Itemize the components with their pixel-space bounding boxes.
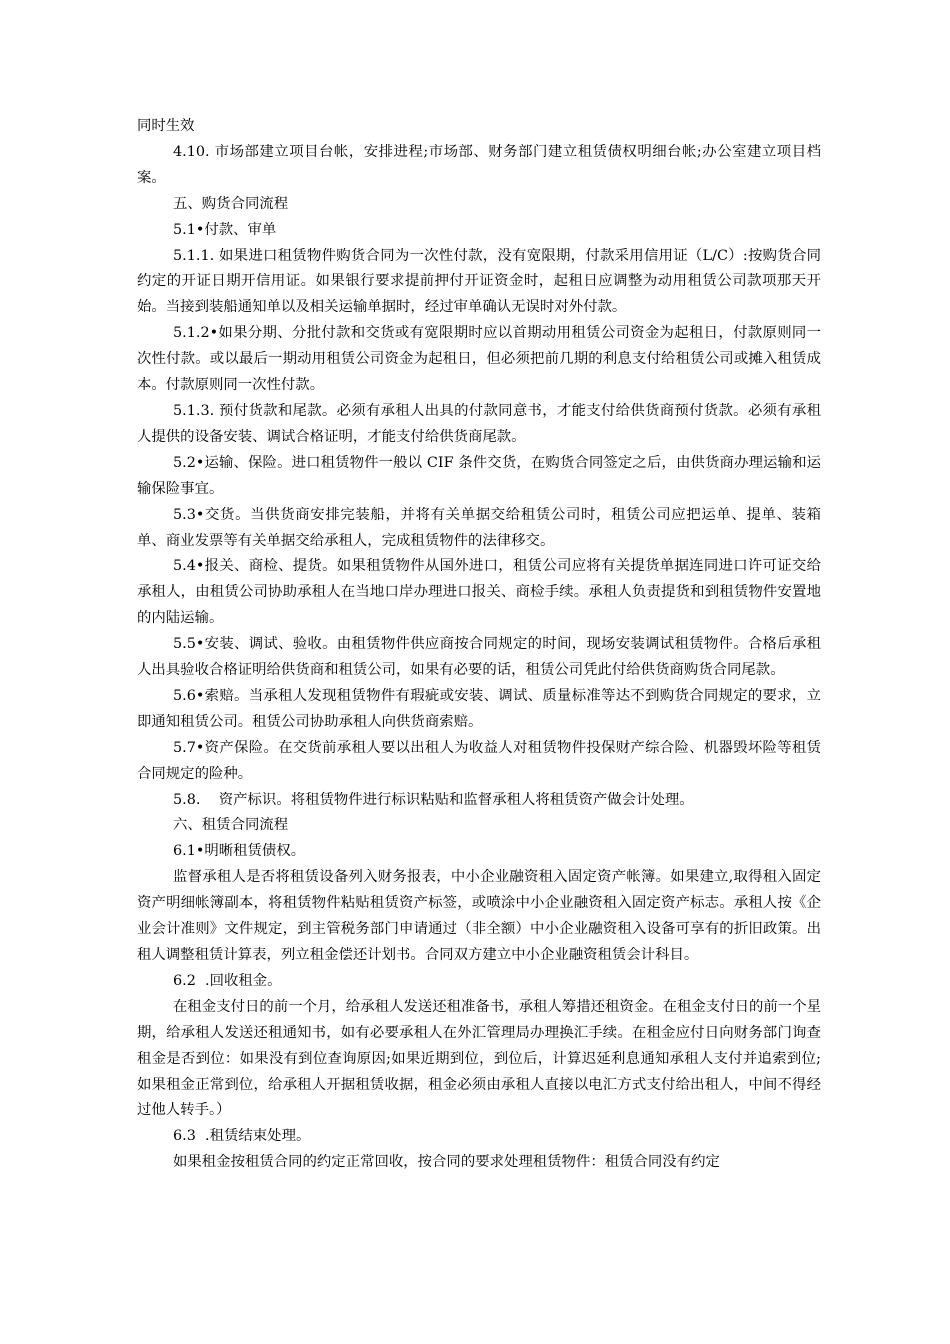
paragraph-5-2: 5.2•运输、保险。进口租赁物件一般以 CIF 条件交货，在购货合同签定之后，由供货商办理运输和运输保险事宜。: [137, 454, 821, 497]
paragraph-5-1-3: 5.1.3. 预付货款和尾款。必须有承租人出具的付款同意书，才能支付给供货商预付货款。必须有承租人提供的设备安装、调试合格证明，才能支付给供货商尾款。: [137, 402, 821, 445]
paragraph-5-1-1: 5.1.1. 如果进口租赁物件购货合同为一次性付款，没有宽限期，付款采用信用证（L/C）:按购货合同约定的开证日期开信用证。如果银行要求提前押付开证资金时，起租日应调整为动用租赁公司款项那天开始。当接到装船通知单以及相关运输单据时，经过审单确认无误时对外付款。: [137, 247, 821, 316]
paragraph-6-3-body: 如果租金按租赁合同的约定正常回收，按合同的要求处理租赁物件：租赁合同没有约定: [173, 1154, 720, 1171]
paragraph-5-7: 5.7•资产保险。在交货前承租人要以出租人为收益人对租赁物件投保财产综合险、机器毁坏险等租赁合同规定的险种。: [137, 739, 821, 782]
subheading-6-1: 6.1•明晰租赁债权。: [173, 843, 306, 860]
paragraph-6-1-body: 监督承租人是否将租赁设备列入财务报表，中小企业融资租入固定资产帐簿。如果建立,取得租入固定资产明细帐簿副本，将租赁物件粘贴租赁资产标签，或喷涂中小企业融资租入固定资产标志。承租人按《企业会计准则》文件规定，到主管税务部门申请通过（非全额）中小企业融资租入设备可享有的折旧政策。出租人调整租赁计算表，列立租金偿还计划书。合同双方建立中小企业融资租赁会计科目。: [137, 869, 821, 963]
paragraph-5-4: 5.4•报关、商检、提货。如果租赁物件从国外进口，租赁公司应将有关提货单据连同进口许可证交给承租人，由租赁公司协助承租人在当地口岸办理进口报关、商检手续。承租人负责提货和到租赁物件安置地的内陆运输。: [137, 558, 821, 627]
document-page: [137, 114, 821, 1176]
subheading-5-1: 5.1•付款、审单: [173, 221, 277, 238]
paragraph-5-5: 5.5•安装、调试、验收。由租赁物件供应商按合同规定的时间，现场安装调试租赁物件。合格后承租人出具验收合格证明给供货商和租赁公司，如果有必要的话，租赁公司凭此付给供货商购货合同尾款。: [137, 636, 821, 679]
subheading-6-3: 6.3 .租赁结束处理。: [173, 1128, 311, 1145]
paragraph-5-8: 5.8. 资产标识。将租赁物件进行标识粘贴和监督承租人将租赁资产做会计处理。: [173, 791, 694, 808]
paragraph-6-2-body: 在租金支付日的前一个月，给承租人发送还租准备书，承租人筹措还租资金。在租金支付日的前一个星期，给承租人发送还租通知书，如有必要承租人在外汇管理局办理换汇手续。在租金应付日向财务部门询查租金是否到位：如果没有到位查询原因;如果近期到位，到位后，计算迟延利息通知承租人支付并追索到位;如果租金正常到位，给承租人开据租赁收据，租金必须由承租人直接以电汇方式支付给出租人，中间不得经过他人转手。）: [137, 998, 821, 1119]
paragraph-5-6: 5.6•索赔。当承租人发现租赁物件有瑕疵或安装、调试、质量标准等达不到购货合同规定的要求，立即通知租赁公司。租赁公司协助承租人向供货商索赔。: [137, 687, 821, 730]
paragraph-5-1-2: 5.1.2•如果分期、分批付款和交货或有宽限期时应以首期动用租赁公司资金为起租日，付款原则同一次性付款。或以最后一期动用租赁公司资金为起租日，但必须把前几期的利息支付给租赁公司或摊入租赁成本。付款原则同一次性付款。: [137, 325, 821, 394]
paragraph-5-3: 5.3•交货。当供货商安排完装船，并将有关单据交给租赁公司时，租赁公司应把运单、提单、装箱单、商业发票等有关单据交给承租人，完成租赁物件的法律移交。: [137, 506, 821, 549]
subheading-6-2: 6.2 .回收租金。: [173, 972, 282, 989]
paragraph-2: 4.10. 市场部建立项目台帐，安排进程;市场部、财务部门建立租赁债权明细台帐;办公室建立项目档案。: [137, 143, 821, 186]
paragraph-1: 同时生效: [137, 118, 195, 134]
section-heading-6: 六、租赁合同流程: [173, 817, 289, 834]
section-heading-5: 五、购货合同流程: [173, 195, 289, 212]
